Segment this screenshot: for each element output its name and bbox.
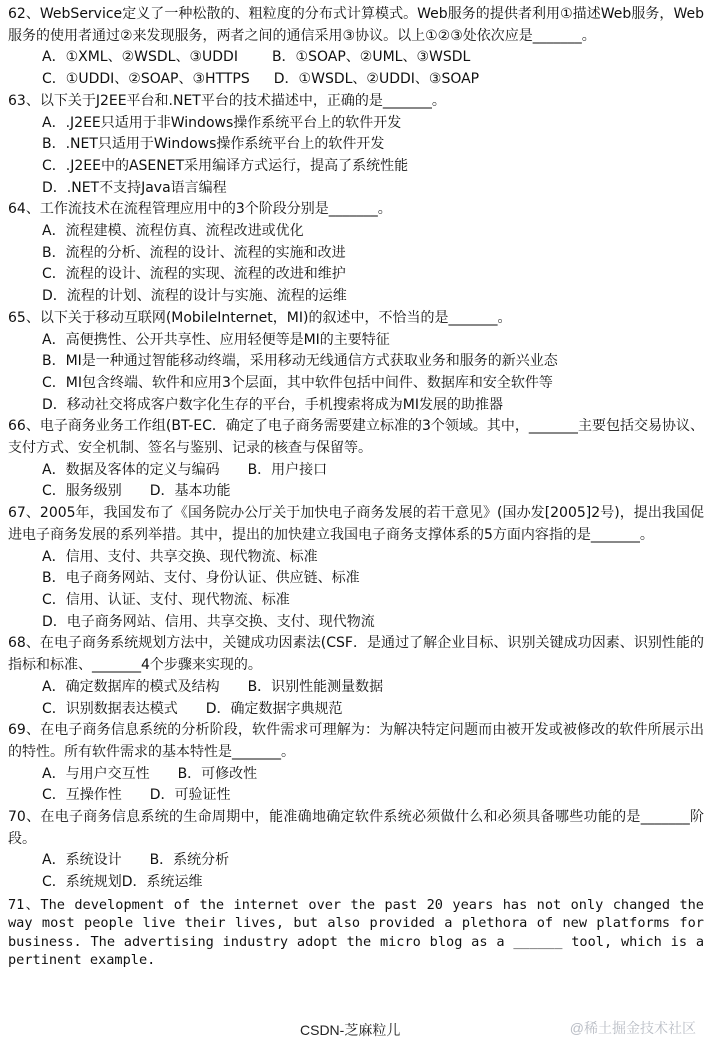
option-b: B．识别性能测量数据 — [247, 678, 384, 695]
option-a: A．①XML、②WSDL、③UDDI — [42, 49, 238, 66]
question-stem-english: 71、The development of the internet over the past 20 years has not only changed the way most people live their lives, but also provided a plethora of new platforms for business. The advertising industry adopt the micro blog as a ______ tool, which is a pertinent example. — [8, 896, 704, 969]
option-a: A．信用、支付、共享交换、现代物流、标准 — [42, 548, 318, 565]
watermark: @稀土掘金技术社区 — [569, 1020, 696, 1036]
option-b: B．系统分析 — [149, 852, 230, 869]
question-stem: 70、在电子商务信息系统的生命周期中，能准确地确定软件系统必须做什么和必须具备哪些功能的是_______阶段。 — [8, 809, 704, 847]
option-a: A．与用户交互性 — [42, 765, 150, 782]
option-b: B．可修改性 — [177, 765, 258, 782]
option-a: A．.J2EE只适用于非Windows操作系统平台上的软件开发 — [42, 114, 402, 131]
question-stem: 66、电子商务业务工作组(BT-EC．确定了电子商务需要建立标准的3个领域。其中，_______主要包括交易协议、支付方式、安全机制、签名与鉴别、记录的核查与保留等。 — [8, 418, 704, 457]
option-d: D．可验证性 — [149, 787, 231, 804]
question-stem: 63、以下关于J2EE平台和.NET平台的技术描述中，正确的是_______。 — [8, 92, 446, 109]
question-stem: 69、在电子商务信息系统的分析阶段，软件需求可理解为：为解决特定问题而由被开发或被修改的软件所展示出的特性。所有软件需求的基本特性是_______。 — [8, 722, 704, 760]
option-row — [8, 785, 704, 807]
question-stem: 62、WebService定义了一种松散的、粗粒度的分布式计算模式。Web服务的提供者利用①描述Web服务，Web服务的使用者通过②来发现服务，两者之间的通信采用③协议。以上①②③处依次应是_______。 — [8, 6, 704, 44]
exam-page — [8, 4, 704, 970]
option-d: D．流程的计划、流程的设计与实施、流程的运维 — [42, 288, 347, 305]
option-c: C．.J2EE中的ASENET采用编译方式运行，提高了系统性能 — [42, 157, 409, 174]
question-66 — [8, 416, 704, 503]
question-stem: 64、工作流技术在流程管理应用中的3个阶段分别是_______。 — [8, 201, 392, 218]
option-c: C．识别数据表达模式 — [42, 700, 178, 717]
option-d: D．移动社交将成客户数字化生存的平台，手机搜索将成为MI发展的助推器 — [42, 396, 503, 413]
option-a: A．确定数据库的模式及结构 — [42, 678, 220, 695]
option-c: C．服务级别 — [42, 483, 122, 500]
option-row — [8, 699, 704, 721]
question-64 — [8, 199, 704, 308]
option-a: A．流程建模、流程仿真、流程改进或优化 — [42, 223, 304, 240]
question-70 — [8, 807, 704, 894]
option-row — [8, 481, 704, 503]
option-row — [8, 69, 704, 91]
option-d: D．.NET不支持Java语言编程 — [42, 179, 227, 196]
option-b: B．电子商务网站、支付、身份认证、供应链、标准 — [42, 570, 360, 587]
question-stem: 65、以下关于移动互联网(MobileInternet，MI)的叙述中，不恰当的是_______。 — [8, 309, 512, 326]
author-credit: CSDN-芝麻粒儿 — [300, 1022, 401, 1038]
footer — [0, 1016, 710, 1046]
option-c: C．互操作性 — [42, 787, 122, 804]
option-d: D．基本功能 — [149, 483, 231, 500]
option-row — [8, 677, 704, 699]
question-63 — [8, 91, 704, 200]
option-b: B．①SOAP、②UML、③WSDL — [271, 49, 471, 66]
option-a: A．系统设计 — [42, 852, 122, 869]
question-71 — [8, 896, 704, 970]
question-68 — [8, 633, 704, 720]
option-row — [8, 850, 704, 872]
option-a: A．数据及客体的定义与编码 — [42, 461, 220, 478]
option-row — [8, 460, 704, 482]
option-row — [8, 764, 704, 786]
question-67 — [8, 503, 704, 633]
question-62 — [8, 4, 704, 91]
option-a: A．高便携性、公开共享性、应用轻便等是MI的主要特征 — [42, 331, 390, 348]
option-row — [8, 872, 704, 894]
question-69 — [8, 720, 704, 807]
option-c: C．流程的设计、流程的实现、流程的改进和维护 — [42, 266, 346, 283]
option-c: C．①UDDI、②SOAP、③HTTPS — [42, 71, 250, 88]
option-c-d: C．系统规划D．系统运维 — [42, 874, 203, 891]
option-b: B．.NET只适用于Windows操作系统平台上的软件开发 — [42, 136, 385, 153]
question-65 — [8, 308, 704, 417]
option-b: B．MI是一种通过智能移动终端，采用移动无线通信方式获取业务和服务的新兴业态 — [42, 353, 558, 370]
option-b: B．流程的分析、流程的设计、流程的实施和改进 — [42, 244, 346, 261]
question-stem: 68、在电子商务系统规划方法中，关键成功因素法(CSF．是通过了解企业目标、识别关键成功因素、识别性能的指标和标准、_______4个步骤来实现的。 — [8, 635, 704, 674]
option-b: B．用户接口 — [247, 461, 328, 478]
option-d: D．①WSDL、②UDDI、③SOAP — [273, 71, 480, 88]
option-d: D．电子商务网站、信用、共享交换、支付、现代物流 — [42, 613, 375, 630]
option-c: C．信用、认证、支付、现代物流、标准 — [42, 591, 290, 608]
question-stem: 67、2005年，我国发布了《国务院办公厅关于加快电子商务发展的若干意见》(国办发[2005]2号)，提出我国促进电子商务发展的系列举措。其中，提出的加快建立我国电子商务支撑体系的5方面内容指的是_______。 — [8, 505, 704, 543]
option-c: C．MI包含终端、软件和应用3个层面，其中软件包括中间件、数据库和安全软件等 — [42, 374, 553, 391]
option-row — [8, 47, 704, 69]
option-d: D．确定数据字典规范 — [205, 700, 343, 717]
